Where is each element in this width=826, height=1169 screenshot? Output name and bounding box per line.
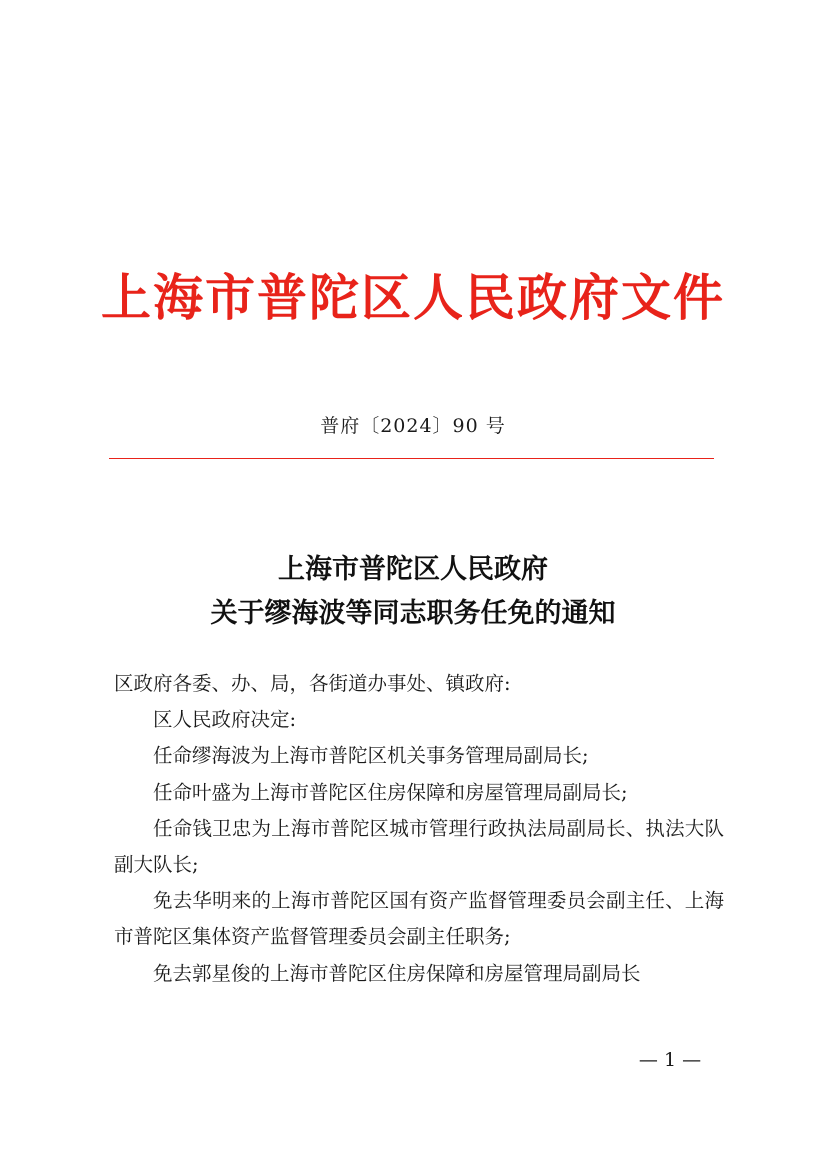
notice-title [0, 548, 826, 636]
body-paragraph: 免去郭星俊的上海市普陀区住房保障和房屋管理局副局长 [153, 961, 641, 985]
document-number: 普府〔2024〕90 号 [320, 415, 506, 437]
addressee: 区政府各委、办、局，各街道办事处、镇政府: [114, 672, 511, 695]
document-header-title: 上海市普陀区人民政府文件 [101, 268, 725, 327]
notice-title-line-1: 上海市普陀区人民政府 [278, 554, 548, 585]
red-separator-line [109, 458, 714, 459]
notice-title-line-2: 关于缪海波等同志职务任免的通知 [210, 598, 616, 629]
body-paragraph: 区人民政府决定: [153, 708, 297, 732]
body-paragraph: 任命叶盛为上海市普陀区住房保障和房屋管理局副局长; [153, 780, 628, 804]
body-paragraph: 任命钱卫忠为上海市普陀区城市管理行政执法局副局长、执法大队副大队长; [114, 816, 724, 877]
page-number: — 1 — [638, 1049, 702, 1071]
body-paragraph: 任命缪海波为上海市普陀区机关事务管理局副局长; [153, 744, 589, 768]
body-paragraph: 免去华明来的上海市普陀区国有资产监督管理委员会副主任、上海市普陀区集体资产监督管理委员会副主任职务; [114, 889, 724, 949]
notice-body [114, 666, 724, 992]
